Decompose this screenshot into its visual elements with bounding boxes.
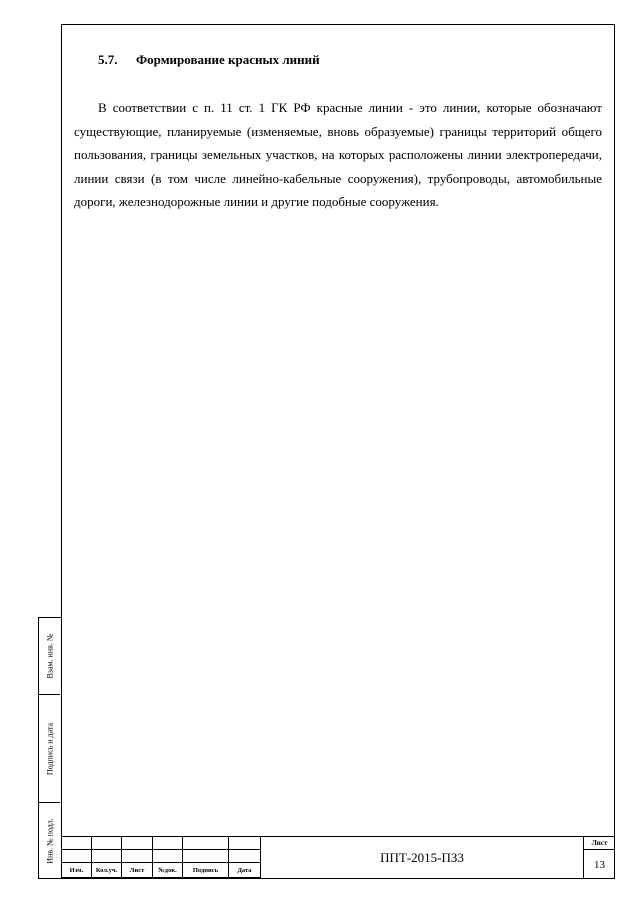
signature-date-label: Подпись и дата xyxy=(45,722,54,775)
sheet-label: Лист xyxy=(584,837,615,850)
col-list-label: Лист xyxy=(122,863,153,878)
col-date-label: Дата xyxy=(229,863,261,878)
revision-table xyxy=(61,836,261,878)
replaced-inv-label: Взам. инв. № xyxy=(45,633,54,679)
sheet-box xyxy=(583,836,615,879)
title-block xyxy=(61,836,615,879)
sheet-number: 13 xyxy=(594,859,605,871)
side-stamp xyxy=(38,617,61,879)
side-cell-original-inv xyxy=(39,803,60,878)
original-inv-label: Инв. № подл. xyxy=(45,817,54,864)
side-cell-replaced-inv xyxy=(39,618,60,695)
col-kol-uch-label: Кол.уч. xyxy=(92,863,122,878)
side-cell-signature-date xyxy=(39,695,60,803)
col-izm-label: Изм. xyxy=(62,863,92,878)
col-ndok-label: №док. xyxy=(153,863,183,878)
section-title: Формирование красных линий xyxy=(136,52,320,67)
col-signature-label: Подпись xyxy=(183,863,229,878)
section-number: 5.7. xyxy=(98,52,118,67)
document-designation: ППТ-2015-ПЗ3 xyxy=(260,836,583,879)
section-heading xyxy=(98,52,320,68)
body-paragraph: В соответствии с п. 11 ст. 1 ГК РФ красные линии - это линии, которые обозначают существующие, планируемые (изменяемые, вновь образуемые) границы территорий общего пользования, границы земельных участков, на которых расположены линии электропередачи, линии связи (в том числе линейно-кабельные сооружения), трубопроводы, автомобильные дороги, железнодорожные линии и другие подобные сооружения. xyxy=(74,100,602,209)
